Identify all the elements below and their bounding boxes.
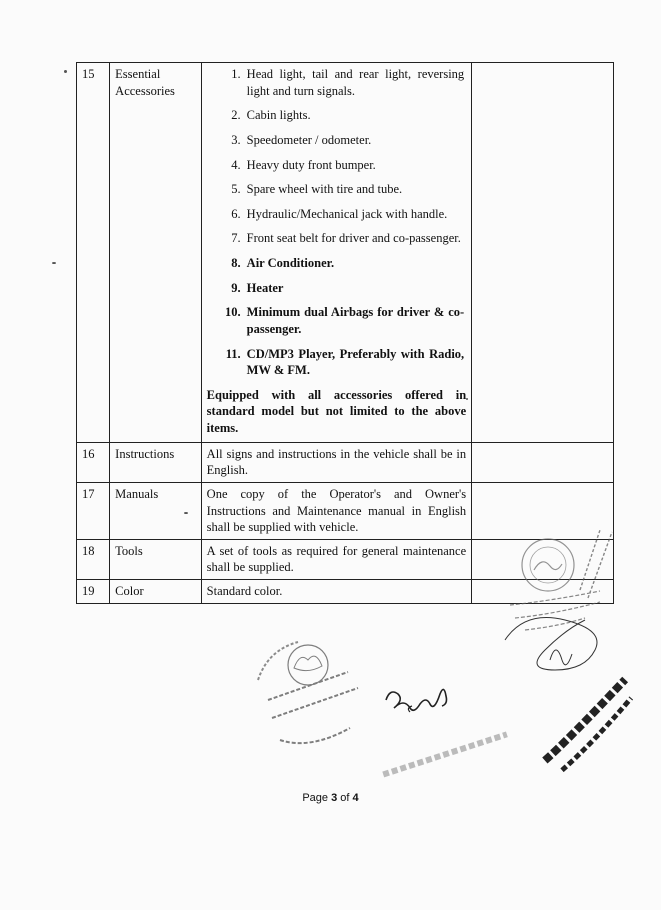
serial-number: 18 xyxy=(77,539,110,579)
remarks-cell xyxy=(472,442,614,482)
specification-text: All signs and instructions in the vehicle shall be in English. xyxy=(201,442,472,482)
specification-table xyxy=(76,62,614,604)
scan-speck xyxy=(184,512,188,514)
remarks-cell xyxy=(472,63,614,443)
scan-speck xyxy=(64,70,67,73)
scan-speck xyxy=(466,398,468,400)
table-row-17 xyxy=(77,482,614,539)
serial-number: 15 xyxy=(77,63,110,443)
scan-speck xyxy=(52,262,56,264)
accessories-cell xyxy=(201,63,472,443)
accessory-item: 2. Cabin lights. xyxy=(231,108,311,123)
accessory-item: 8. Air Conditioner. xyxy=(231,256,335,270)
table-row-16 xyxy=(77,442,614,482)
accessory-item: 11. CD/MP3 Player, Preferably with Radio, MW & FM. xyxy=(225,346,465,378)
specification-text: Standard color. xyxy=(201,580,472,604)
government-seal-left xyxy=(258,642,358,743)
accessory-item: 4. Heavy duty front bumper. xyxy=(231,157,376,172)
accessory-item: 3. Speedometer / odometer. xyxy=(231,132,372,147)
remarks-cell xyxy=(472,482,614,539)
accessories-list xyxy=(207,66,467,379)
table-row-15 xyxy=(77,63,614,443)
accessory-item: 5. Spare wheel with tire and tube. xyxy=(231,182,403,197)
specification-text: One copy of the Operator's and Owner's Instructions and Maintenance manual in English shall be supplied with vehicle. xyxy=(201,482,472,539)
accessory-item: 7. Front seat belt for driver and co-passenger. xyxy=(231,231,461,246)
signature-middle xyxy=(386,689,447,712)
table-row-18 xyxy=(77,539,614,579)
accessory-item: 6. Hydraulic/Mechanical jack with handle. xyxy=(231,206,448,221)
engineer-stamp xyxy=(376,723,514,781)
table-row-19 xyxy=(77,580,614,604)
serial-number: 19 xyxy=(77,580,110,604)
accessory-item: 1. Head light, tail and rear light, reversing light and turn signals. xyxy=(231,67,465,98)
page-number: Page 3 of 4 xyxy=(302,792,359,804)
accessory-item: 10. Minimum dual Airbags for driver & co-passenger. xyxy=(225,305,465,336)
item-name: Essential Accessories xyxy=(110,63,202,443)
remarks-cell xyxy=(472,539,614,579)
accessories-note: Equipped with all accessories offered in standard model but not limited to the above items. xyxy=(206,387,467,435)
serial-number: 17 xyxy=(77,482,110,539)
name-stamp xyxy=(530,680,649,776)
remarks-cell xyxy=(472,580,614,604)
accessory-item: 9. Heater xyxy=(231,280,284,295)
serial-number: 16 xyxy=(77,442,110,482)
item-name: Instructions xyxy=(110,442,202,482)
item-name: Tools xyxy=(110,539,202,579)
item-name: Manuals xyxy=(110,482,202,539)
item-name: Color xyxy=(110,580,202,604)
signature-right xyxy=(505,618,597,671)
specification-text: A set of tools as required for general maintenance shall be supplied. xyxy=(201,539,472,579)
